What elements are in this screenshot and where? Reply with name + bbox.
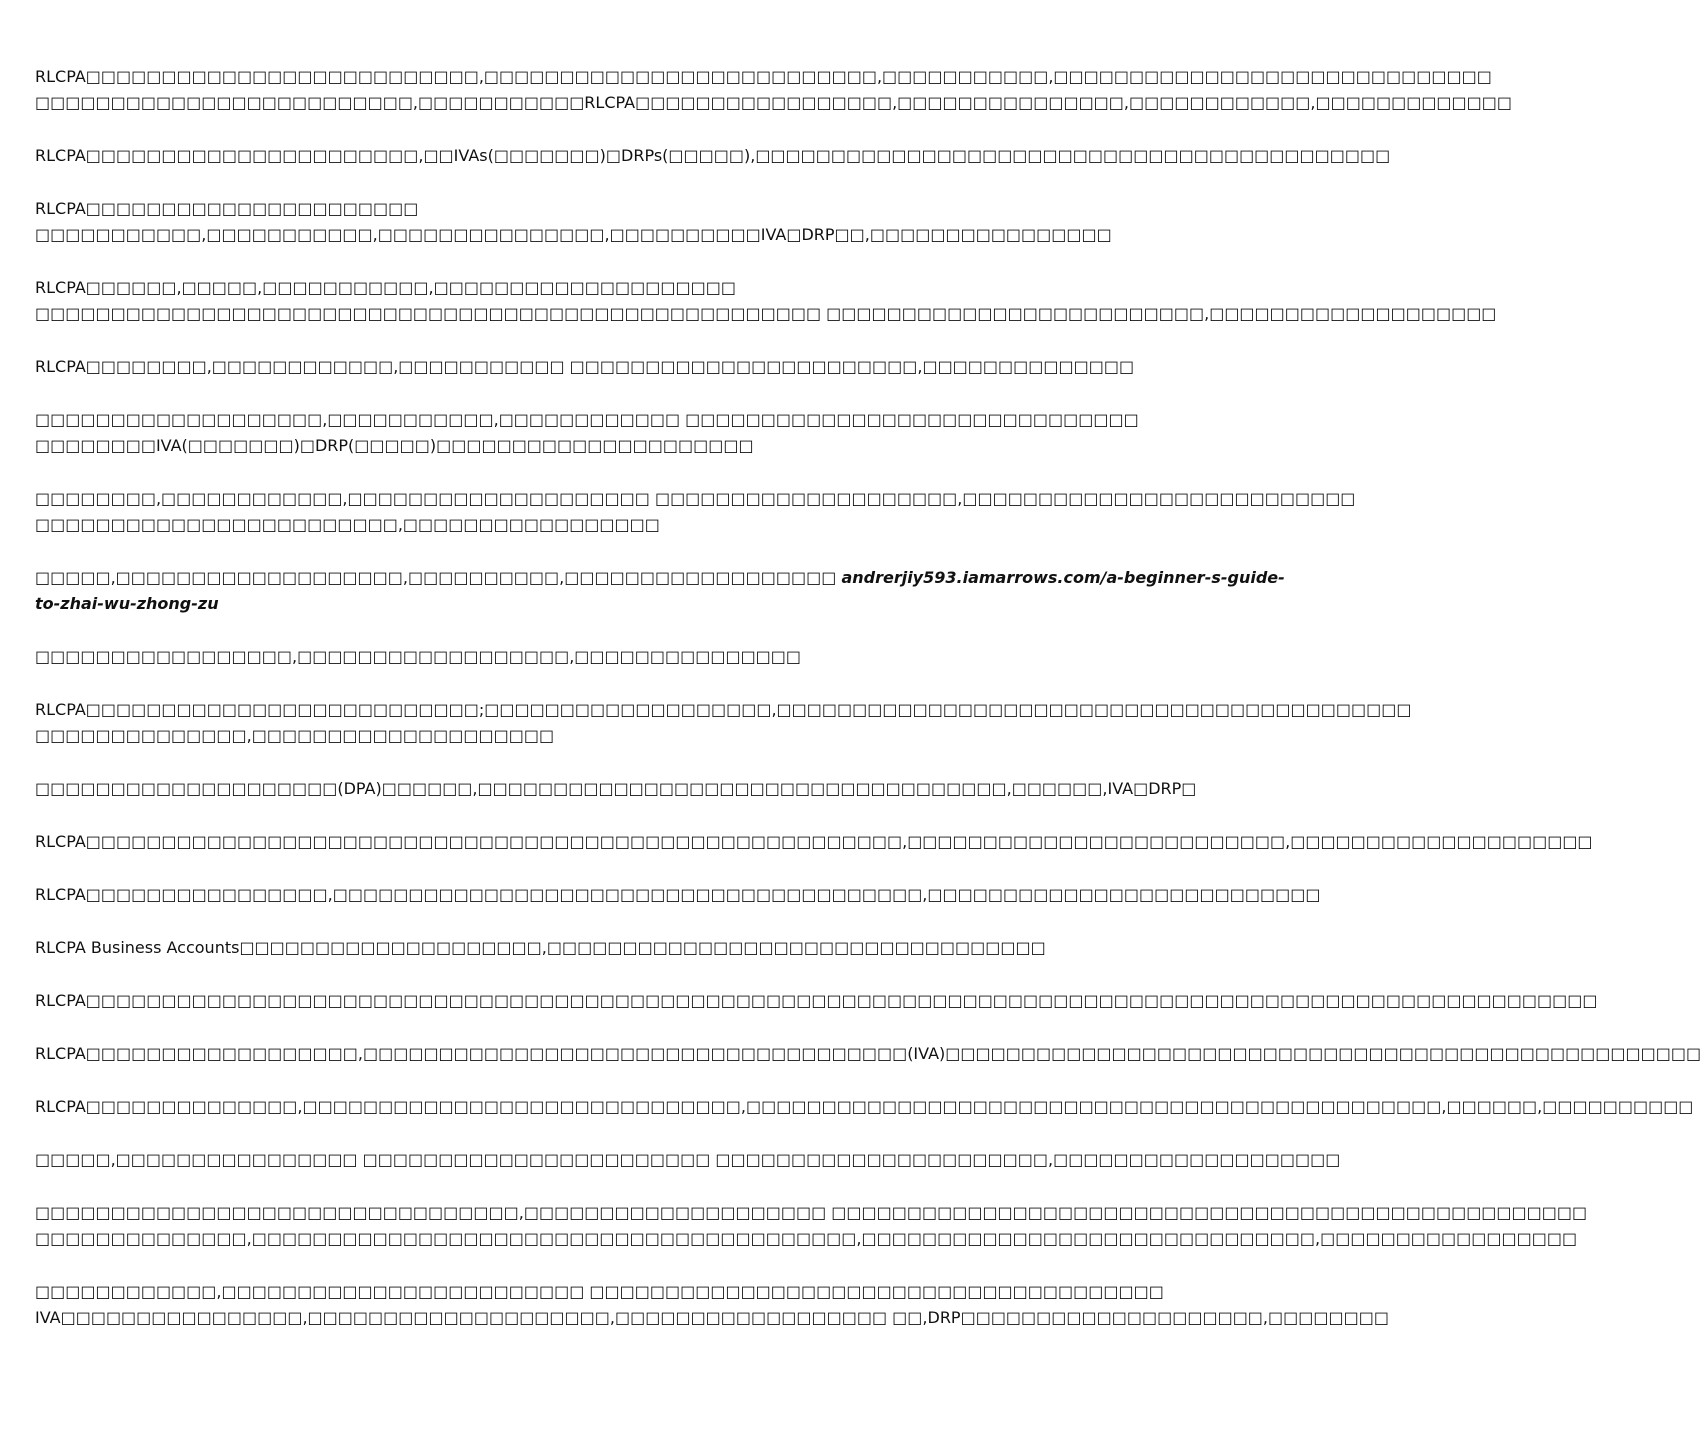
text-line: □□□□□□□□□□□□,□□□□□□□□□□□□□□□□□□□□□□□□ □□□□□□□□□□□□□□□□□□□□□□□□□□□□□□□□□□□□□□ xyxy=(35,1282,1164,1301)
text-line: □□□□□□□□□□□□□□□□□□□□□□□□□,□□□□□□□□□□□RLCPA□□□□□□□□□□□□□□□□□,□□□□□□□□□□□□□□□,□□□□□□□□□□□□,□□□□□□□□□□□□□ xyxy=(35,93,1513,112)
text-line: RLCPA□□□□□□□□,□□□□□□□□□□□□,□□□□□□□□□□□ □□□□□□□□□□□□□□□□□□□□□□□,□□□□□□□□□□□□□□ xyxy=(35,357,1135,376)
text-line: RLCPA□□□□□□,□□□□□,□□□□□□□□□□□,□□□□□□□□□□□□□□□□□□□□ xyxy=(35,278,736,297)
text-line: □□□□□□□□□□□,□□□□□□□□□□□,□□□□□□□□□□□□□□□,□□□□□□□□□□IVA□DRP□□,□□□□□□□□□□□□□□□□ xyxy=(35,225,1112,244)
text-line: □□□□□□□□□□□□□□□□□□□□(DPA)□□□□□□,□□□□□□□□□□□□□□□□□□□□□□□□□□□□□□□□□□□,□□□□□□,IVA□DRP□ xyxy=(35,779,1197,798)
paragraph-text: □□□□□,□□□□□□□□□□□□□□□□□□□,□□□□□□□□□□,□□□□□□□□□□□□□□□□□□ xyxy=(35,568,842,587)
text-line xyxy=(35,591,990,617)
text-line: RLCPA□□□□□□□□□□□□□□□□□□□□□□,□□IVAs(□□□□□□□)□DRPs(□□□□□),□□□□□□□□□□□□□□□□□□□□□□□□□□□□□□□□□□□□□□□□□□ xyxy=(35,146,1391,165)
paragraph-14 xyxy=(35,935,1046,961)
paragraph-1 xyxy=(35,64,1513,116)
article-link-continuation[interactable]: to-zhai-wu-zhong-zu xyxy=(35,594,219,613)
text-line: RLCPA□□□□□□□□□□□□□□□□□□□□□□ xyxy=(35,199,419,218)
text-line: IVA□□□□□□□□□□□□□□□□,□□□□□□□□□□□□□□□□□□□□,□□□□□□□□□□□□□□□□□□ □□,DRP□□□□□□□□□□□□□□□□□□□□,□□□□□□□□ xyxy=(35,1308,1389,1327)
text-line: □□□□□□□□□□□□□□□□□□□□□□□□□□□□□□□□,□□□□□□□□□□□□□□□□□□□□ □□□□□□□□□□□□□□□□□□□□□□□□□□□□□□□□□□□□□□□□□□□□□□□□□□ xyxy=(35,1203,1588,1222)
article-link[interactable]: andrerjiy593.iamarrows.com/a-beginner-s-guide- xyxy=(841,568,1285,587)
text-line: RLCPA Business Accounts□□□□□□□□□□□□□□□□□□□□,□□□□□□□□□□□□□□□□□□□□□□□□□□□□□□□□□ xyxy=(35,938,1046,957)
paragraph-5 xyxy=(35,354,1135,380)
text-line: □□□□□□□□□□□□□□□□□,□□□□□□□□□□□□□□□□□□,□□□□□□□□□□□□□□□ xyxy=(35,647,802,666)
text-line: □□□□□□□□IVA(□□□□□□□)□DRP(□□□□□)□□□□□□□□□□□□□□□□□□□□□ xyxy=(35,436,754,455)
paragraph-8-with-link xyxy=(35,565,1285,617)
text-line: RLCPA□□□□□□□□□□□□□□□□□□□□□□□□□□□□□□□□□□□□□□□□□□□□□□□□□□□□□□,□□□□□□□□□□□□□□□□□□□□□□□□□,□□□□□□□□□□□□□□□□□□□□ xyxy=(35,832,1593,851)
text-line: RLCPA□□□□□□□□□□□□□□□□,□□□□□□□□□□□□□□□□□□□□□□□□□□□□□□□□□□□□□□□,□□□□□□□□□□□□□□□□□□□□□□□□□□ xyxy=(35,885,1321,904)
text-line: □□□□□□□□□□□□□□□□□□□□□□□□,□□□□□□□□□□□□□□□□□ xyxy=(35,515,660,534)
text-line: RLCPA□□□□□□□□□□□□□□□□□□□□□□□□□□□□□□□□□□□□□□□□□□□□□□□□□□□□□□□□□□□□□□□□□□□□□□□□□□□□□□□□□□□□□□□□□□□□□□□□□□□□ xyxy=(35,991,1598,1010)
paragraph-6 xyxy=(35,407,1139,459)
document-body xyxy=(35,64,1701,1358)
paragraph-18 xyxy=(35,1147,1341,1173)
text-line: □□□□□□□□□□□□□□,□□□□□□□□□□□□□□□□□□□□ xyxy=(35,726,555,745)
text-line: □□□□□□□□□□□□□□□□□□□,□□□□□□□□□□□,□□□□□□□□□□□□ □□□□□□□□□□□□□□□□□□□□□□□□□□□□□□ xyxy=(35,410,1139,429)
text-line: □□□□□□□□□□□□□□,□□□□□□□□□□□□□□□□□□□□□□□□□□□□□□□□□□□□□□□□,□□□□□□□□□□□□□□□□□□□□□□□□□□□□□□,□□□□□□□□□□□□□□□□□ xyxy=(35,1229,1578,1248)
paragraph-17 xyxy=(35,1094,1694,1120)
paragraph-12 xyxy=(35,829,1593,855)
text-line xyxy=(35,565,1285,591)
paragraph-15 xyxy=(35,988,1598,1014)
paragraph-20 xyxy=(35,1279,1389,1331)
paragraph-7 xyxy=(35,486,1356,538)
text-line: RLCPA□□□□□□□□□□□□□□□□□□□□□□□□□□,□□□□□□□□□□□□□□□□□□□□□□□□□□,□□□□□□□□□□□,□□□□□□□□□□□□□□□□□□□□□□□□□□□□□ xyxy=(35,67,1492,86)
paragraph-3 xyxy=(35,196,1112,248)
paragraph-11 xyxy=(35,776,1197,802)
paragraph-9 xyxy=(35,644,990,670)
paragraph-2 xyxy=(35,143,1391,169)
text-line: □□□□□□□□,□□□□□□□□□□□□,□□□□□□□□□□□□□□□□□□□□ □□□□□□□□□□□□□□□□□□□□,□□□□□□□□□□□□□□□□□□□□□□□□□□ xyxy=(35,489,1356,508)
text-line: RLCPA□□□□□□□□□□□□□□□□□□,□□□□□□□□□□□□□□□□□□□□□□□□□□□□□□□□□□□□(IVA)□□□□□□□□□□□□□□□□□□□□□□□□□□□□□□□□□□□□□□□□□□□□□□□□□□ xyxy=(35,1044,1701,1063)
paragraph-13 xyxy=(35,882,1321,908)
text-line: RLCPA□□□□□□□□□□□□□□□□□□□□□□□□□□;□□□□□□□□□□□□□□□□□□□,□□□□□□□□□□□□□□□□□□□□□□□□□□□□□□□□□□□□□□□□□□ xyxy=(35,700,1412,719)
paragraph-16 xyxy=(35,1041,1701,1067)
paragraph-19 xyxy=(35,1200,1588,1252)
paragraph-10 xyxy=(35,697,1412,749)
text-line: □□□□□□□□□□□□□□□□□□□□□□□□□□□□□□□□□□□□□□□□□□□□□□□□□□□□ □□□□□□□□□□□□□□□□□□□□□□□□□,□□□□□□□□□□□□□□□□□□□ xyxy=(35,304,1497,323)
paragraph-4 xyxy=(35,275,1497,327)
text-line: □□□□□,□□□□□□□□□□□□□□□□ □□□□□□□□□□□□□□□□□□□□□□□ □□□□□□□□□□□□□□□□□□□□□□,□□□□□□□□□□□□□□□□□□□ xyxy=(35,1150,1341,1169)
text-line: RLCPA□□□□□□□□□□□□□□,□□□□□□□□□□□□□□□□□□□□□□□□□□□□□,□□□□□□□□□□□□□□□□□□□□□□□□□□□□□□□□□□□□□□□□□□□□□□,□□□□□□,□□□□□□□□□□ xyxy=(35,1097,1694,1116)
